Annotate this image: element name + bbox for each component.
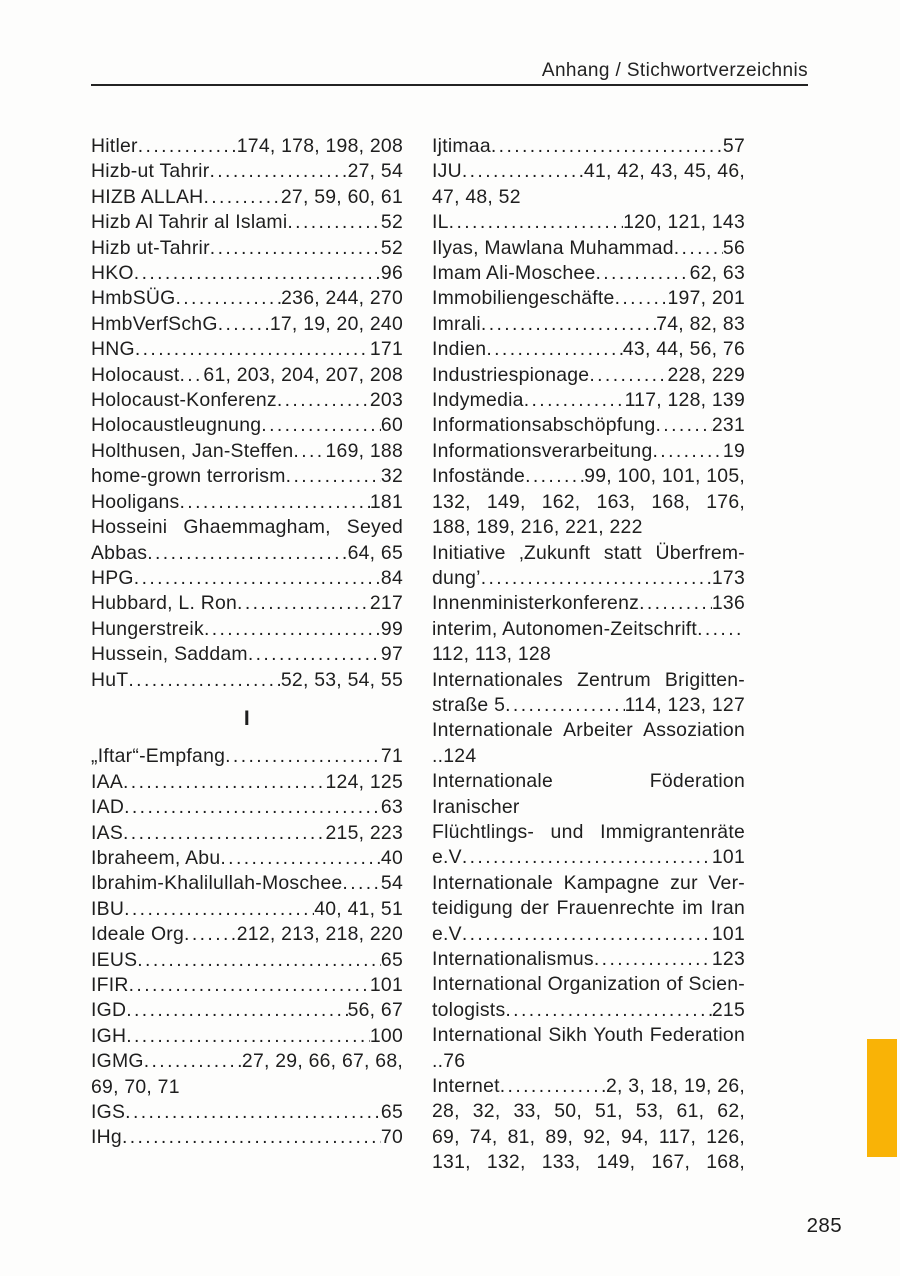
entry-term: HuT [91,668,129,691]
index-column-right [432,134,745,1176]
dot-leader [595,261,689,286]
index-entry [91,922,403,947]
dot-leader [449,210,623,235]
index-line: 112, 113, 128 [432,643,551,666]
entry-term: HNG [91,338,135,361]
entry-term: Holocaustleugnung [91,414,262,437]
entry-term: IAA [91,770,124,793]
entry-pages: 171 [369,338,403,361]
index-entry [91,541,403,566]
entry-term: HmbSÜG [91,287,176,310]
index-entry [432,591,745,616]
index-entry [91,642,403,667]
entry-term: Ibrahim-Khalilullah-Moschee [91,872,343,895]
dot-leader [505,998,712,1023]
entry-term: IEUS [91,948,138,971]
dot-leader [125,1100,381,1125]
dot-leader [589,363,667,388]
entry-pages: 43, 44, 56, 76 [622,338,745,361]
index-entry [91,413,403,438]
dot-leader [147,541,347,566]
index-entry [91,1049,403,1074]
entry-term: tologists [432,998,506,1021]
entry-term: straße 5 [432,693,506,716]
entry-term: Ideale Org [91,923,185,946]
dot-leader [124,897,314,922]
index-entry [91,998,403,1023]
dot-leader [128,668,281,693]
index-entry [91,591,403,616]
dot-leader [144,1049,242,1074]
entry-pages: 64, 65 [347,541,403,564]
dot-leader [204,617,381,642]
entry-term: home-grown terrorism [91,465,286,488]
index-entry [91,617,403,642]
index-entry [432,845,745,870]
dot-leader [287,210,381,235]
entry-pages: 71 [380,745,403,768]
dot-leader [209,159,347,184]
entry-pages: 63 [380,796,403,819]
entry-term: Indien [432,338,487,361]
dot-leader [218,312,270,337]
dot-leader [481,312,656,337]
entry-pages: 54 [380,872,403,895]
entry-pages: 124, 125 [325,770,403,793]
entry-pages: 101 [711,922,745,945]
entry-term: Internationalismus [432,948,594,970]
dot-leader [481,566,712,591]
index-line: 188, 189, 216, 221, 222 [432,516,643,539]
entry-term: interim, Autonomen-Zeitschrift [432,617,698,640]
dot-leader [342,871,381,896]
entry-pages: 70 [380,1126,403,1149]
entry-pages: 217 [369,592,403,615]
index-entry [91,312,403,337]
dot-leader [697,617,745,642]
index-line: 69, 70, 71 [91,1075,180,1098]
entry-term: Internet [432,1075,500,1098]
entry-pages: 56, 67 [347,999,403,1022]
index-entry [432,617,745,642]
entry-pages: 215 [711,998,745,1021]
index-line: 131, 132, 133, 149, 167, 168, [432,1151,745,1174]
entry-pages: 99, 100, 101, 105, [584,465,745,488]
dot-leader [237,591,370,616]
index-entry [91,388,403,413]
index-entry [91,159,403,184]
index-line: teidigung der Frauenrechte im Iran [432,897,745,920]
index-entry [91,770,403,795]
entry-pages: 74, 82, 83 [656,312,745,335]
entry-term: IJU [432,160,462,183]
index-entry [91,897,403,922]
index-entry [432,337,745,362]
dot-leader [656,413,712,438]
dot-leader [126,1024,370,1049]
index-line: Internationale Arbeiter Assoziation [432,719,745,742]
index-entry [91,134,403,159]
entry-pages: 120, 121, 143 [623,211,745,234]
entry-pages: 231 [711,414,745,437]
entry-term: Innenministerkonferenz [432,592,640,615]
entry-pages: 123 [711,948,745,970]
entry-pages: 228, 229 [667,363,745,386]
dot-leader [137,948,381,973]
entry-pages: 57 [722,135,745,157]
entry-pages: 84 [380,566,403,589]
index-line: 28, 32, 33, 50, 51, 53, 61, 62, [432,1100,745,1123]
dot-leader [126,998,347,1023]
entry-term: IAS [91,821,124,844]
index-entry [432,998,745,1023]
dot-leader [248,642,381,667]
index-entry [432,134,745,159]
entry-pages: 117, 128, 139 [624,389,745,412]
entry-term: Hungerstreik [91,617,204,640]
entry-pages: 17, 19, 20, 240 [269,312,403,335]
index-entry [432,922,745,947]
entry-term: Ijtimaa [432,135,491,157]
dot-leader [293,439,325,464]
entry-pages: 65 [380,1101,403,1124]
entry-pages: 101 [711,846,745,869]
entry-pages: 40, 41, 51 [314,897,403,920]
entry-term: Holthusen, Jan-Steffen [91,439,294,462]
index-entry [432,363,745,388]
entry-pages: 61, 203, 204, 207, 208 [203,363,403,386]
entry-term: IL [432,211,449,234]
entry-pages: 19 [722,439,745,462]
dot-leader [491,134,723,159]
entry-pages: 114, 123, 127 [624,693,745,716]
entry-term: IHg [91,1126,122,1149]
header-rule [91,84,808,86]
index-entry [432,464,745,489]
entry-term: Informationsabschöpfung [432,414,656,437]
index-entry [91,363,403,388]
dot-leader [134,566,381,591]
index-entry [432,286,745,311]
entry-term: Indymedia [432,389,524,412]
dot-leader [123,821,326,846]
entry-term: Industriespionage [432,363,590,386]
entry-term: Hizb Al Tahrir al Islami [91,211,288,234]
dot-leader [462,845,712,870]
entry-pages: 41, 42, 43, 45, 46, [583,160,745,183]
dot-leader [210,236,381,261]
entry-pages: 65 [380,948,403,971]
entry-term: „Iftar“-Empfang [91,745,226,768]
dot-leader [462,159,584,184]
dot-leader [220,846,381,871]
index-entry [432,947,745,972]
entry-term: HmbVerfSchG [91,312,218,335]
entry-term: Infostände [432,465,526,488]
entry-term: Imrali [432,312,481,335]
index-entry [91,566,403,591]
entry-term: Hooligans [91,490,180,513]
index-entry [91,744,403,769]
dot-leader [639,591,712,616]
dot-leader [500,1074,606,1099]
entry-pages: 136 [711,592,745,615]
dot-leader [524,388,625,413]
dot-leader [462,922,712,947]
entry-pages: 52 [380,236,403,259]
index-entry [432,210,745,235]
index-entry [91,1100,403,1125]
entry-pages: 52 [380,211,403,234]
index-line: ..76 [432,1049,466,1072]
entry-term: Holocaust-Konferenz [91,389,277,412]
index-entry [432,261,745,286]
page-number: 285 [806,1214,842,1237]
entry-pages: 27, 59, 60, 61 [280,185,403,208]
dot-leader [179,363,203,388]
entry-pages: 212, 213, 218, 220 [236,923,403,946]
index-entry [91,439,403,464]
entry-pages: 173 [711,566,745,589]
entry-term: Ibraheem, Abu [91,846,221,869]
entry-term: IAD [91,796,125,819]
entry-term: Imam Ali-Moschee [432,262,596,285]
index-entry [432,1074,745,1099]
dot-leader [525,464,584,489]
index-line: Initiative ‚Zukunft statt Überfrem- [432,541,745,564]
index-line: 47, 48, 52 [432,185,521,208]
entry-pages: 236, 244, 270 [281,287,403,310]
entry-pages: 96 [380,262,403,285]
entry-term: Hubbard, L. Ron [91,592,238,615]
dot-leader [653,439,723,464]
index-entry [432,413,745,438]
index-entry [432,566,745,591]
dot-leader [124,795,381,820]
dot-leader [175,286,281,311]
entry-pages: 97 [380,643,403,666]
entry-pages: 99 [380,617,403,640]
entry-pages: 169, 188 [325,439,403,462]
dot-leader [134,261,381,286]
entry-term: Hitler [91,135,138,157]
entry-pages: 203 [369,389,403,412]
dot-leader [594,947,712,972]
dot-leader [184,922,237,947]
entry-pages: 56 [722,236,745,259]
index-entry [432,159,745,184]
index-entry [91,1125,403,1150]
index-entry [91,261,403,286]
page-header: Anhang / Stichwortverzeichnis [541,60,808,81]
index-entry [91,973,403,998]
dot-leader [122,1125,381,1150]
entry-term: Hizb ut-Tahrir [91,236,210,259]
entry-pages: 181 [369,490,403,513]
dot-leader [135,337,370,362]
entry-term: dung’ [432,566,481,589]
index-entry [91,871,403,896]
index-line: Hosseini Ghaemmagham, Seyed [91,516,403,539]
dot-leader [505,693,624,718]
entry-term: IBU [91,897,125,920]
index-entry [91,210,403,235]
index-line: Flüchtlings- und Immigrantenräte [432,820,745,843]
index-entry [432,388,745,413]
entry-term: e.V [432,846,462,869]
entry-term: HKO [91,262,134,285]
entry-pages: 174, 178, 198, 208 [236,135,403,157]
index-entry [91,337,403,362]
dot-leader [277,388,370,413]
index-entry [432,312,745,337]
entry-term: IGS [91,1101,126,1124]
entry-term: IGD [91,999,127,1022]
entry-pages: 32 [380,465,403,488]
index-entry [432,693,745,718]
index-entry [91,236,403,261]
index-entry [91,286,403,311]
index-entry [91,464,403,489]
entry-term: IFIR [91,974,129,996]
index-entry [91,490,403,515]
index-line: ..124 [432,744,477,767]
entry-term: Immobiliengeschäfte [432,287,615,310]
index-line: 132, 149, 162, 163, 168, 176, [432,490,745,513]
entry-pages: 197, 201 [667,287,745,310]
section-heading: I [243,706,251,730]
dot-leader [615,286,668,311]
index-entry [91,948,403,973]
index-entry [91,185,403,210]
entry-pages: 2, 3, 18, 19, 26, [605,1075,745,1098]
index-line: Internationale Föderation Iranischer [432,770,745,818]
entry-term: HIZB ALLAH [91,185,204,208]
index-column-left [91,134,403,1151]
entry-pages: 52, 53, 54, 55 [280,668,403,691]
index-entry [91,668,403,693]
entry-term: Abbas [91,541,148,564]
dot-leader [225,744,381,769]
entry-term: Informationsverarbeitung [432,439,653,462]
dot-leader [203,185,280,210]
entry-pages: 60 [380,414,403,437]
index-line: Internationale Kampagne zur Ver- [432,871,745,894]
index-line: Internationales Zentrum Brigitten- [432,668,745,691]
entry-term: HPG [91,566,134,589]
dot-leader [286,464,381,489]
dot-leader [486,337,623,362]
index-entry [432,439,745,464]
index-line: International Sikh Youth Federation [432,1024,745,1047]
dot-leader [138,134,237,159]
dot-leader [129,973,370,998]
entry-pages: 100 [369,1024,403,1047]
dot-leader [261,413,381,438]
dot-leader [180,490,370,515]
entry-term: Ilyas, Mawlana Muhammad [432,236,674,259]
index-entry [91,795,403,820]
entry-term: Holocaust [91,363,180,386]
entry-pages: 62, 63 [689,262,745,285]
index-line: 69, 74, 81, 89, 92, 94, 117, 126, [432,1125,745,1148]
dot-leader [123,770,326,795]
dot-leader [674,236,723,261]
index-entry [432,236,745,261]
entry-pages: 27, 29, 66, 67, 68, [241,1050,403,1073]
page-edge-tab [867,1039,897,1157]
entry-term: IGMG [91,1050,144,1073]
entry-pages: 215, 223 [325,821,403,844]
index-entry [91,1024,403,1049]
index-entry [91,821,403,846]
entry-pages: 40 [380,846,403,869]
entry-term: IGH [91,1024,127,1047]
entry-pages: 27, 54 [347,160,403,183]
index-line: International Organization of Scien- [432,973,745,996]
entry-term: e.V [432,922,462,945]
index-entry [91,846,403,871]
entry-term: Hizb-ut Tahrir [91,160,210,183]
entry-pages: 101 [369,974,403,996]
entry-term: Hussein, Saddam [91,643,248,666]
